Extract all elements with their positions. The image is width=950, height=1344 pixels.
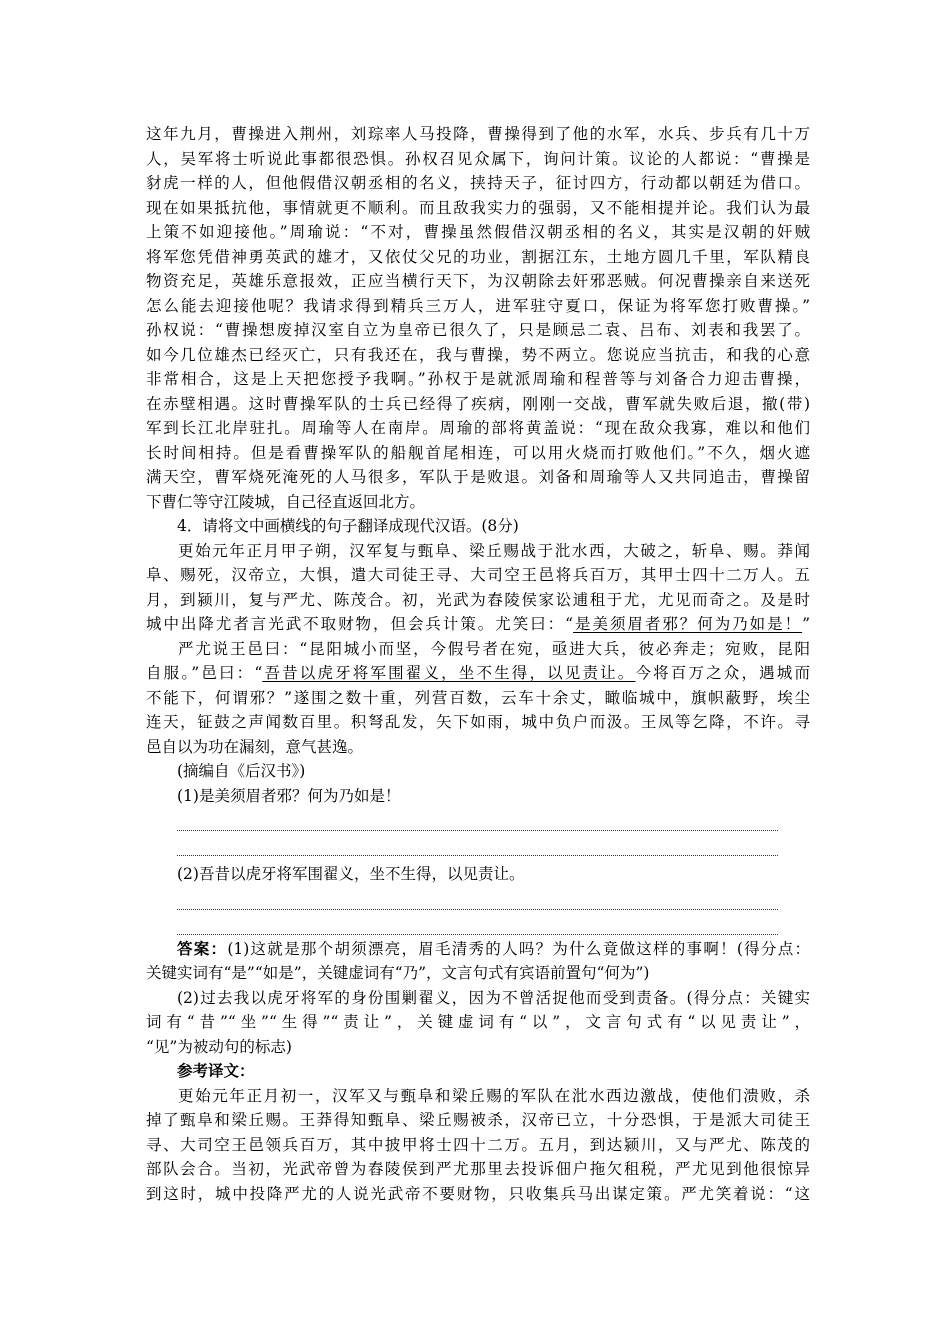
text-line: 关键实词有“是”“如是”，关键虚词有“乃”，文言句式有宾语前置句“何为”) — [146, 964, 650, 982]
sub-question-2 — [146, 862, 810, 935]
text-line: 人，吴军将士听说此事都很恐惧。孙权召见众属下，询问计策。议论的人都说：“曹操是 — [146, 149, 810, 168]
text-line: 满天空，曹军烧死淹死的人马很多，军队于是败退。刘备和周瑜等人又共同追击，曹操留 — [146, 468, 810, 486]
text-line: 邑自以为功在漏刻，意气甚逸。 — [146, 737, 364, 756]
document-page — [146, 122, 810, 1206]
text-line: 军到长江北岸驻扎。周瑜等人在南岸。周瑜的部将黄盖说：“现在敌众我寡，难以和他们 — [146, 419, 810, 437]
text-line: 更始元年正月初一，汉军又与甄阜和梁丘赐的军队在沘水西边激战，使他们溃败，杀 — [178, 1086, 810, 1105]
text-line: 在赤壁相遇。这时曹操军队的士兵已经得了疾病，刚刚一交战，曹军就失败后退，撤(带) — [146, 394, 810, 413]
text-line: 现在如果抵抗他，事情就更不顺利。而且敌我实力的强弱，又不能相提并论。我们认为最 — [146, 198, 810, 217]
sub-question-text: (1)是美须眉者邪？何为乃如是！ — [177, 786, 401, 805]
text-line: 部队会合。当初，光武帝曾为舂陵侯到严尤那里去投诉佃户拖欠租税，严尤见到他很惊异 — [146, 1160, 810, 1178]
reference-label: 参考译文： — [177, 1061, 255, 1080]
text-line: 上策不如迎接他。”周瑜说：“不对，曹操虽然假借汉朝丞相的名义，其实是汉朝的奸贼 — [146, 223, 810, 241]
text-line: (2)过去我以虎牙将军的身份围剿翟义，因为不曾活捉他而受到责备。(得分点：关键实 — [177, 988, 810, 1007]
text-segment: 自服。”邑曰：“ — [146, 664, 263, 682]
answer-blank-line — [177, 831, 778, 856]
source-citation: (摘编自《后汉书》) — [177, 762, 306, 780]
text-line: 长时间相持。但是看曹操军队的船舰首尾相连，可以用火烧而打败他们。”不久，烟火遮 — [146, 443, 810, 462]
text-line — [146, 661, 810, 686]
text-line: 严尤说王邑曰：“昆阳城小而坚，今假号者在宛，亟进大兵，彼必奔走；宛败，昆阳 — [178, 639, 810, 658]
underlined-sentence-2: 吾昔以虎牙将军围翟义，坐不生得，以见责让。 — [262, 664, 636, 682]
reference-translation — [146, 1059, 810, 1206]
underlined-sentence-1: 是美须眉者邪？何为乃如是！ — [573, 615, 803, 633]
answer-blank-line — [177, 808, 778, 831]
question-heading: 4．请将文中画横线的句子翻译成现代汉语。(8分) — [177, 517, 519, 535]
sub-question-text: (2)吾昔以虎牙将军围翟义，坐不生得，以见责让。 — [177, 865, 525, 883]
text-line: 不能下，何谓邪？”遂围之数十重，列营百数，云车十余丈，瞰临城中，旗帜蔽野，埃尘 — [146, 688, 810, 707]
text-line: 如今几位雄杰已经灭亡，只有我还在，我与曹操，势不两立。您说应当抗击，和我的心意 — [146, 345, 810, 364]
text-line: 将军您凭借神勇英武的雄才，又依仗父兄的功业，割据江东，土地方圆几千里，军队精良 — [146, 247, 810, 266]
text-segment: 城中出降尤者言光武不取财物，但会兵计策。尤笑曰：“ — [146, 615, 574, 633]
text-line: 月，到颍川，复与严尤、陈茂合。初，光武为舂陵侯家讼逋租于尤，尤见而奇之。及是时 — [146, 590, 810, 609]
text-line: “见”为被动句的标志) — [146, 1037, 292, 1056]
text-segment: (1)这就是那个胡须漂亮，眉毛清秀的人吗？为什么竟做这样的事啊！(得分点： — [227, 939, 810, 958]
text-segment: 今将百万之众，遇城而 — [635, 664, 810, 682]
answer-label: 答案： — [177, 938, 228, 958]
text-line: 词有“昔”“坐”“生得”“责让”，关键虚词有“以”，文言句式有“以见责让”， — [146, 1013, 810, 1031]
text-line: 物资充足，英雄乐意报效，正应当横行天下，为汉朝除去奸邪恶贼。何况曹操亲自来送死 — [146, 272, 810, 290]
classical-passage — [146, 539, 810, 784]
text-line: 非常相合，这是上天把您授予我啊。”孙权于是就派周瑜和程普等与刘备合力迎击曹操， — [146, 370, 810, 388]
text-line — [146, 612, 810, 637]
text-line: 阜、赐死，汉帝立，大惧，遣大司徒王寻、大司空王邑将兵百万，其甲士四十二万人。五 — [146, 566, 810, 584]
text-line: 怎么能去迎接他呢？我请求得到精兵三万人，进军驻守夏口，保证为将军您打败曹操。” — [146, 296, 810, 315]
answer-blank-line — [177, 887, 778, 910]
sub-question-1 — [146, 784, 810, 857]
text-segment: ” — [802, 615, 810, 633]
passage-translation-1 — [146, 122, 810, 514]
text-line — [146, 937, 810, 962]
text-line: 掉了甄阜和梁丘赐。王莽得知甄阜、梁丘赐被杀，汉帝已立，十分恐惧，于是派大司徒王 — [146, 1111, 810, 1129]
answer-section — [146, 937, 810, 1060]
answer-blank-line — [177, 910, 778, 935]
text-line: 豺虎一样的人，但他假借汉朝丞相的名义，挟持天子，征讨四方，行动都以朝廷为借口。 — [146, 174, 810, 192]
text-line: 这年九月，曹操进入荆州，刘琮率人马投降，曹操得到了他的水军，水兵、步兵有几十万 — [146, 125, 810, 143]
text-line: 连天，钲鼓之声闻数百里。积弩乱发，矢下如雨，城中负户而汲。王凤等乞降，不许。寻 — [146, 713, 810, 731]
text-line: 更始元年正月甲子朔，汉军复与甄阜、梁丘赐战于沘水西，大破之，斩阜、赐。莽闻 — [178, 541, 810, 560]
text-line: 到这时，城中投降严尤的人说光武帝不要财物，只收集兵马出谋定策。严尤笑着说：“这 — [146, 1184, 810, 1203]
text-line: 下曹仁等守江陵城，自己径直返回北方。 — [146, 492, 426, 511]
text-line: 寻、大司空王邑领兵百万，其中披甲将士四十二万。五月，到达颍川，又与严尤、陈茂的 — [146, 1135, 810, 1154]
text-line: 孙权说：“曹操想废掉汉室自立为皇帝已很久了，只是顾忌二袁、吕布、刘表和我罢了。 — [146, 321, 810, 339]
